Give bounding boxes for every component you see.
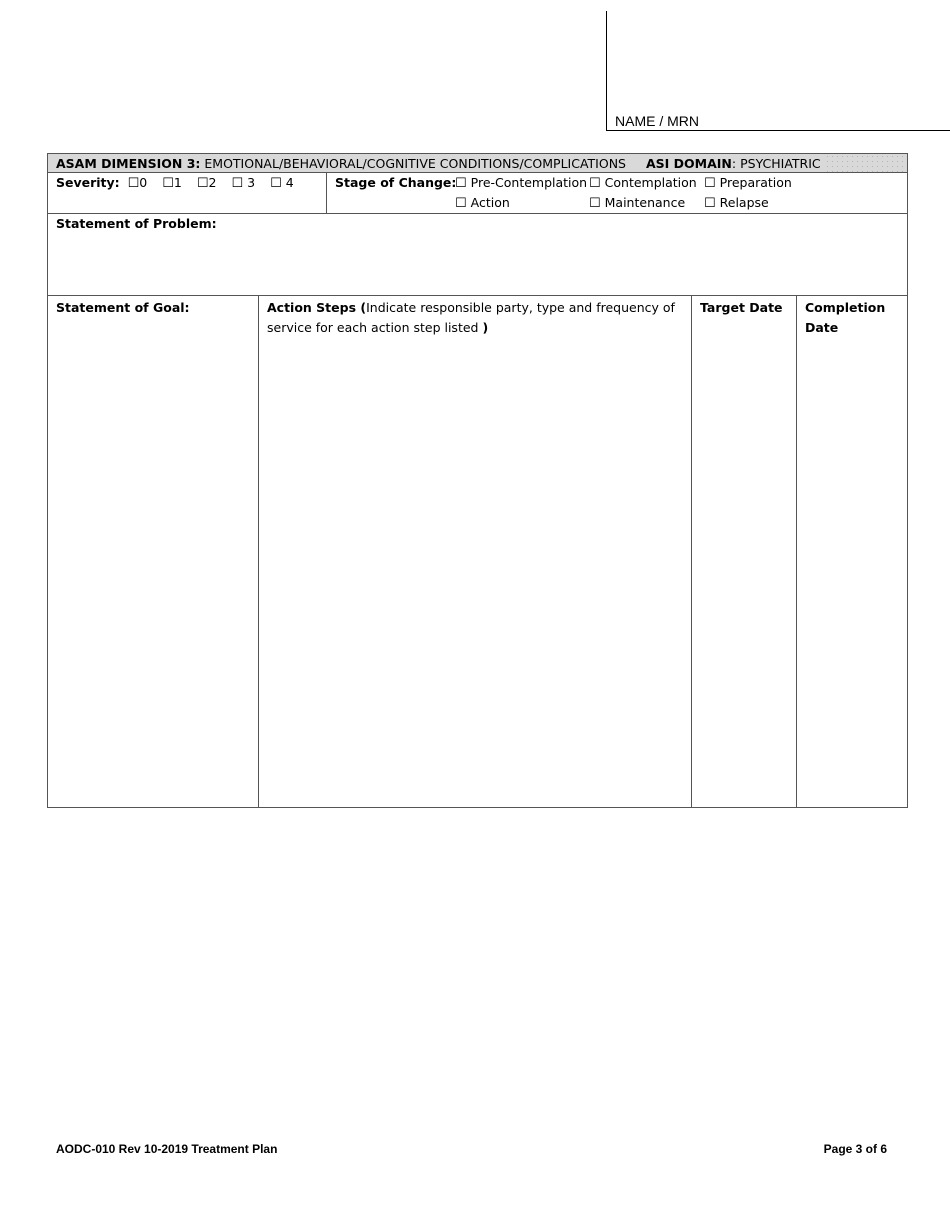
severity-cell [48, 173, 327, 213]
stage-option-maintenance[interactable]: ☐ Maintenance [589, 195, 686, 211]
checkbox-icon: ☐ [455, 196, 467, 211]
checkbox-icon: ☐ [162, 176, 174, 191]
dimension-header [48, 154, 907, 173]
checkbox-icon: ☐ [196, 176, 209, 191]
checkbox-icon: ☐ [270, 176, 282, 191]
checkbox-icon: ☐ [704, 196, 716, 211]
severity-label: Severity: [56, 175, 120, 190]
asi-domain-label: ASI DOMAIN [645, 155, 732, 171]
target-date-field[interactable] [692, 296, 797, 807]
treatment-plan-form [47, 153, 908, 808]
footer-form-id: AODC-010 Rev 10-2019 Treatment Plan [56, 1142, 278, 1156]
stage-option-action[interactable]: ☐ Action [455, 195, 510, 211]
severity-option-1[interactable]: ☐1 [162, 175, 182, 191]
dimension-title-label: ASAM DIMENSION 3: [56, 155, 201, 171]
stage-option-preparation[interactable]: ☐ Preparation [704, 175, 792, 191]
statement-of-problem-label: Statement of Problem: [56, 216, 217, 231]
checkbox-icon: ☐ [589, 176, 601, 191]
checkbox-icon: ☐ [704, 176, 716, 191]
checkbox-icon: ☐ [231, 176, 244, 191]
statement-of-problem-field[interactable] [48, 214, 907, 296]
stage-option-pre-contemplation[interactable]: ☐ Pre-Contemplation [455, 175, 588, 191]
severity-option-3[interactable]: ☐ 3 [231, 175, 256, 191]
statement-of-goal-label: Statement of Goal: [56, 300, 190, 315]
severity-stage-row [48, 173, 907, 214]
checkbox-icon: ☐ [127, 176, 140, 191]
checkbox-icon: ☐ [589, 196, 601, 211]
completion-date-label: Completion Date [805, 300, 886, 335]
stage-of-change-label: Stage of Change: [335, 175, 457, 190]
stage-option-relapse[interactable]: ☐ Relapse [704, 195, 769, 211]
action-steps-label: Action Steps (Indicate responsible party, type and frequency of service for each action step listed ) [267, 300, 675, 335]
target-date-label: Target Date [700, 300, 783, 315]
stage-of-change-cell [327, 173, 907, 213]
goal-action-table [48, 296, 907, 807]
asi-domain-value: : PSYCHIATRIC [731, 155, 821, 171]
stage-option-contemplation[interactable]: ☐ Contemplation [589, 175, 697, 191]
action-steps-field[interactable] [259, 296, 692, 807]
statement-of-goal-field[interactable] [48, 296, 259, 807]
name-mrn-box[interactable] [606, 11, 950, 131]
completion-date-field[interactable] [797, 296, 907, 807]
severity-option-0[interactable]: ☐0 [127, 175, 148, 191]
severity-option-2[interactable]: ☐2 [196, 175, 217, 191]
shaded-fill [825, 154, 907, 173]
dimension-title-value: EMOTIONAL/BEHAVIORAL/COGNITIVE CONDITIONS/COMPLICATIONS [204, 155, 626, 171]
stage-options [455, 175, 814, 213]
severity-option-4[interactable]: ☐ 4 [270, 175, 294, 191]
footer-page-number: Page 3 of 6 [823, 1142, 887, 1156]
name-mrn-label: NAME / MRN [615, 113, 699, 129]
checkbox-icon: ☐ [455, 176, 467, 191]
